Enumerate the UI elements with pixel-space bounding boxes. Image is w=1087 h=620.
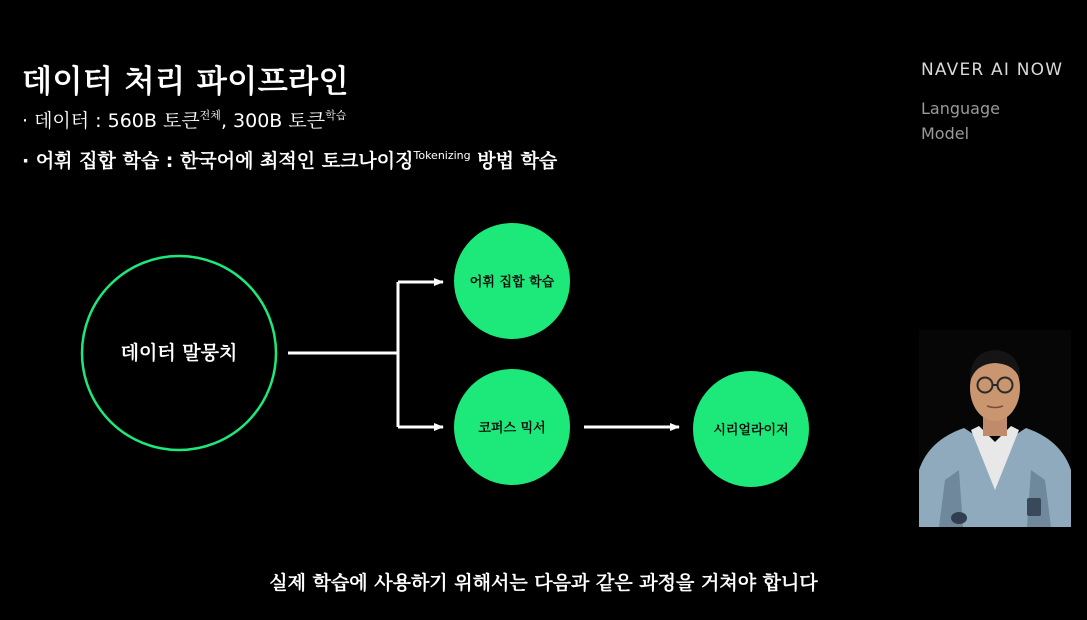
brand-logo-text: NAVER AI NOW — [921, 60, 1064, 80]
bullet-vocab-sup: Tokenizing — [413, 149, 471, 162]
serializer-node-label: 시리얼라이저 — [713, 423, 789, 438]
brand-subtitle-line-2: Model — [921, 124, 970, 143]
bullet-data-sup-total: 전체 — [199, 109, 221, 122]
video-subtitle: 실제 학습에 사용하기 위해서는 다음과 같은 과정을 거쳐야 합니다 — [269, 572, 818, 594]
corpus-node-label: 데이터 말뭉치 — [120, 342, 238, 364]
corpus-mixer-node-label: 코퍼스 믹서 — [478, 421, 546, 436]
bullet-data-sup-train: 학습 — [325, 109, 347, 122]
presenter-image — [919, 330, 1071, 527]
presenter-video — [919, 330, 1071, 527]
bullet-data-prefix: · 데이터 : 560B 토큰 — [22, 110, 200, 132]
slide-title: 데이터 처리 파이프라인 — [22, 64, 350, 100]
vocab-learning-node-label: 어휘 집합 학습 — [469, 275, 555, 290]
brand-subtitle-line-1: Language — [921, 99, 1000, 118]
bullet-data-middle: , 300B 토큰 — [220, 110, 326, 132]
bullet-vocab-prefix: · 어휘 집합 학습 : 한국어에 최적인 토크나이징 — [22, 150, 414, 172]
bullet-vocab-suffix: 방법 학습 — [470, 150, 558, 172]
